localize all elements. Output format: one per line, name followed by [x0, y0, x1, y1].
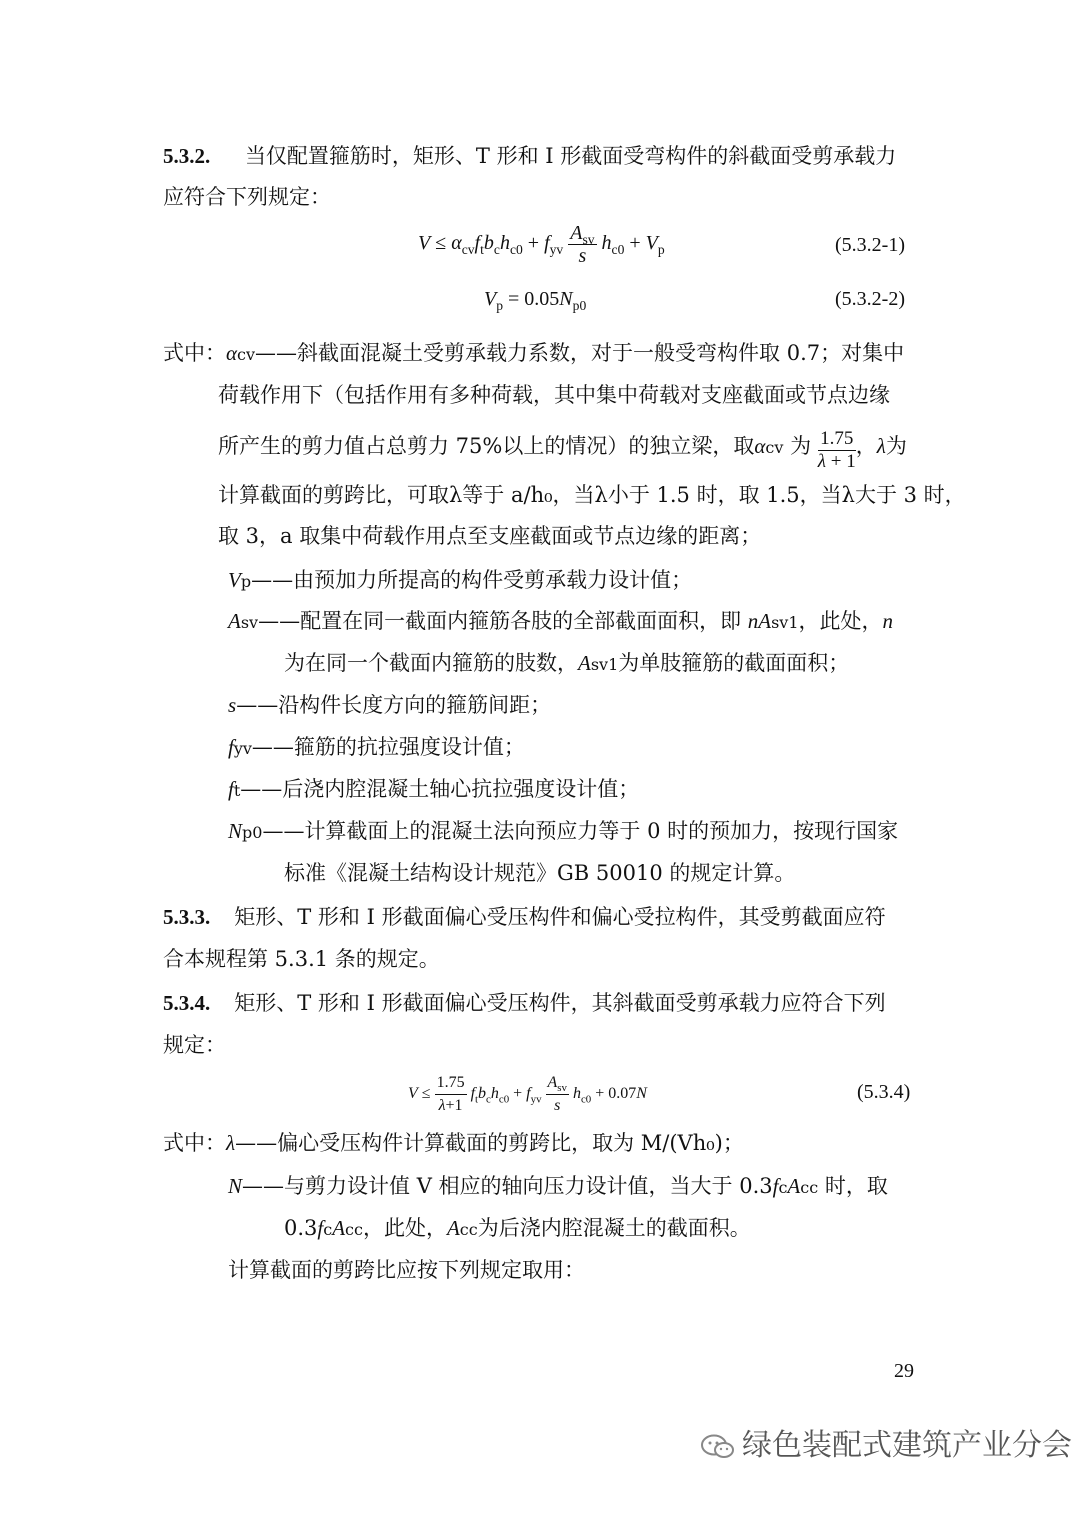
where-asv-line1: Asv——配置在同一截面内箍筋各肢的全部截面面积，即 nAsv1，此处，n — [228, 609, 894, 633]
wechat-icon — [700, 1433, 736, 1461]
where-s: s——沿构件长度方向的箍筋间距； — [228, 693, 552, 717]
equation-number: (5.3.2-2) — [835, 288, 905, 310]
where-n-line1: N——与剪力设计值 V 相应的轴向压力设计值，当大于 0.3fcAcc 时，取 — [228, 1174, 888, 1198]
section-number: 5.3.2. — [163, 144, 211, 168]
where-np0-line2: 标准《混凝土结构设计规范》GB 50010 的规定计算。 — [284, 861, 796, 885]
equation-5-3-2-1: $V \le \alpha_{cv}f_tb_ch_{c0} + f_{yv}$ $\frac{A_{sv}}{s}$ $h_{c0} + V_p$ — [418, 222, 665, 267]
equation-5-3-2-2: $V_p = 0.05N_{p0}$ — [484, 288, 587, 313]
section-5-3-3-line1: 5.3.3. 矩形、T 形和 I 形截面偏心受压构件和偏心受拉构件，其受剪截面应符 — [163, 905, 886, 929]
where-alpha-cv-line2: 荷载作用下（包括作用有多种荷载，其中集中荷载对支座截面或节点边缘 — [218, 383, 890, 407]
where-alpha-cv-line5: 取 3，a 取集中荷载作用点至支座截面或节点边缘的距离； — [218, 524, 762, 548]
where-n-line2: 0.3fcAcc，此处，Acc为后浇内腔混凝土的截面积。 — [284, 1216, 751, 1240]
section-5-3-2-line2: 应符合下列规定： — [163, 185, 331, 209]
watermark-text: 绿色装配式建筑产业分会 — [742, 1428, 1072, 1463]
where-asv-line2: 为在同一个截面内箍筋的肢数，Asv1为单肢箍筋的截面面积； — [284, 651, 850, 675]
where-np0-line1: Np0——计算截面上的混凝土法向预应力等于 0 时的预加力，按现行国家 — [228, 819, 899, 843]
page-number: 29 — [894, 1360, 914, 1382]
section-5-3-4-line1: 5.3.4. 矩形、T 形和 I 形截面偏心受压构件，其斜截面受剪承载力应符合下列 — [163, 991, 886, 1015]
where-lambda: 式中：λ——偏心受压构件计算截面的剪跨比，取为 M/(Vh₀)； — [163, 1131, 744, 1155]
section-5-3-2-line1 — [163, 142, 896, 170]
watermark — [700, 1420, 1072, 1464]
section-5-3-3-line2: 合本规程第 5.3.1 条的规定。 — [163, 947, 440, 971]
where-alpha-cv-line1: 式中：αcv——斜截面混凝土受剪承载力系数，对于一般受弯构件取 0.7；对集中 — [163, 341, 905, 365]
equation-number: (5.3.4) — [857, 1081, 911, 1103]
where-vp: Vp——由预加力所提高的构件受剪承载力设计值； — [228, 568, 693, 592]
equation-number: (5.3.2-1) — [835, 234, 905, 256]
where-alpha-cv-line3: 所产生的剪力值占总剪力 75%以上的情况）的独立梁，取αcv 为 $\frac{1.75}{\lambda + 1}$ ，λ为 — [218, 428, 907, 472]
where-fyv: fyv——箍筋的抗拉强度设计值； — [228, 735, 525, 759]
section-5-3-4-line2: 规定： — [163, 1033, 226, 1057]
equation-5-3-4: V ≤ $\frac{1.75}{\lambda+1}$ $f_tb_ch_{c0} + f_{yv}$ $\frac{A_{sv}}{s}$ $h_{c0} + 0.07N$ — [408, 1074, 647, 1114]
where-ft: ft——后浇内腔混凝土轴心抗拉强度设计值； — [228, 777, 640, 801]
section-text: 当仅配置箍筋时，矩形、T 形和 I 形截面受弯构件的斜截面受剪承载力 — [244, 144, 897, 168]
shear-span-ratio-intro: 计算截面的剪跨比应按下列规定取用： — [228, 1258, 585, 1282]
where-alpha-cv-line4: 计算截面的剪跨比，可取λ等于 a/h₀，当λ小于 1.5 时，取 1.5，当λ大于 3 时， — [218, 483, 966, 507]
